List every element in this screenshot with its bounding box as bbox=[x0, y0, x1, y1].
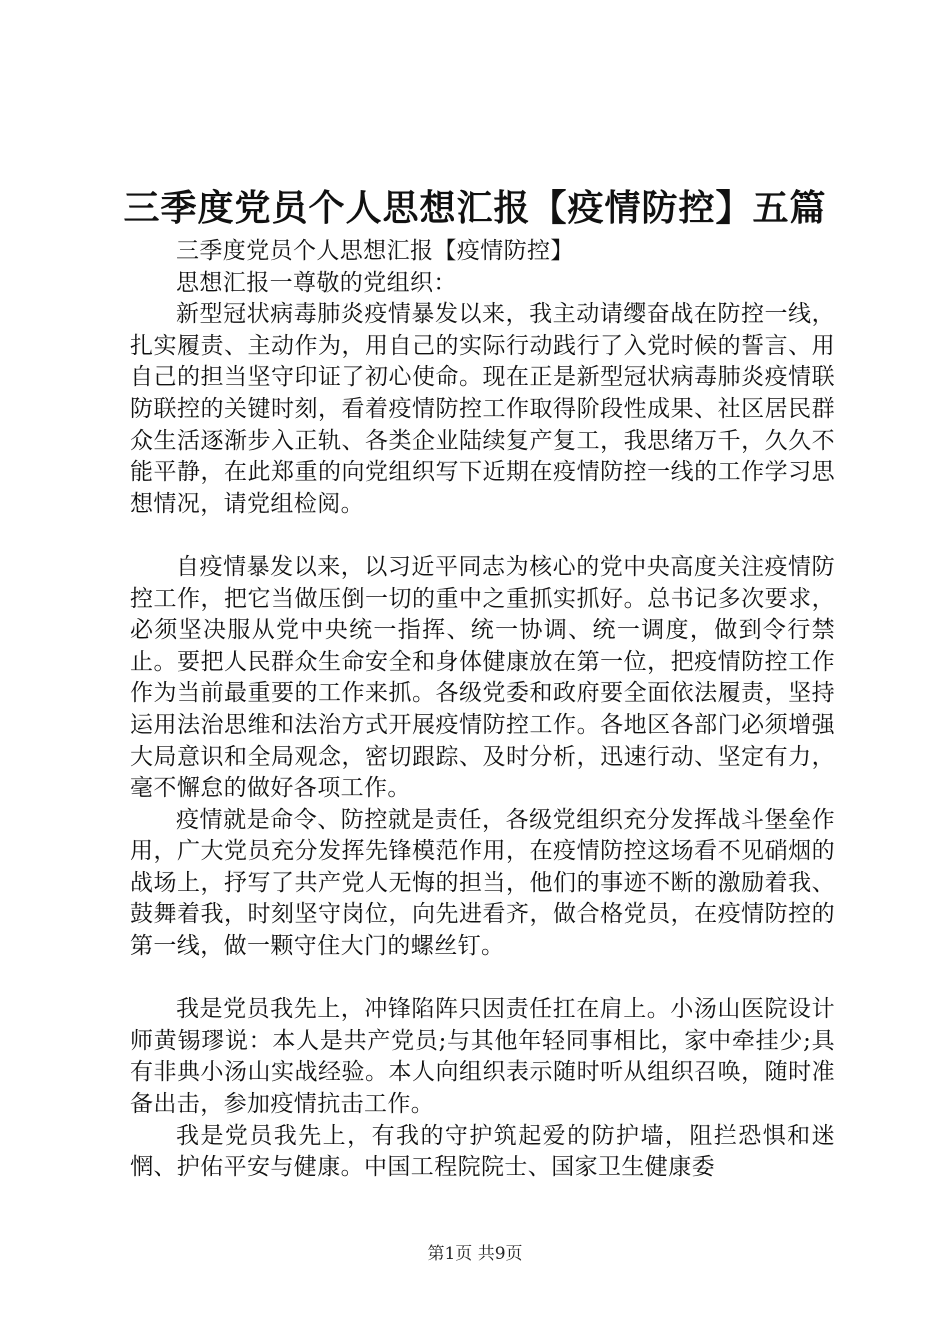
document-body bbox=[130, 236, 835, 1184]
body-paragraph: 我是党员我先上，有我的守护筑起爱的防护墙，阻拦恐惧和迷惘、护佑平安与健康。中国工程院院士、国家卫生健康委 bbox=[130, 1122, 835, 1181]
subtitle-paragraph: 三季度党员个人思想汇报【疫情防控】 bbox=[176, 238, 574, 264]
body-paragraph: 新型冠状病毒肺炎疫情暴发以来，我主动请缨奋战在防控一线，扎实履责、主动作为，用自己的实际行动践行了入党时候的誓言、用自己的担当坚守印证了初心使命。现在正是新型冠状病毒肺炎疫情联防联控的关键时刻，看着疫情防控工作取得阶段性成果、社区居民群众生活逐渐步入正轨、各类企业陆续复产复工，我思绪万千，久久不能平静，在此郑重的向党组织写下近期在疫情防控一线的工作学习思想情况，请党组检阅。 bbox=[130, 301, 835, 517]
body-paragraph: 自疫情暴发以来，以习近平同志为核心的党中央高度关注疫情防控工作，把它当做压倒一切的重中之重抓实抓好。总书记多次要求，必须坚决服从党中央统一指挥、统一协调、统一调度，做到令行禁止。要把人民群众生命安全和身体健康放在第一位，把疫情防控工作作为当前最重要的工作来抓。各级党委和政府要全面依法履责，坚持运用法治思维和法治方式开展疫情防控工作。各地区各部门必须增强大局意识和全局观念，密切跟踪、及时分析，迅速行动、坚定有力，毫不懈怠的做好各项工作。 bbox=[130, 553, 835, 802]
document-title: 三季度党员个人思想汇报【疫情防控】五篇 bbox=[123, 187, 827, 229]
body-paragraph: 我是党员我先上，冲锋陷阵只因责任扛在肩上。小汤山医院设计师黄锡璆说：本人是共产党员;与其他年轻同事相比，家中牵挂少;具有非典小汤山实战经验。本人向组织表示随时听从组织召唤，随时准备出击，参加疫情抗击工作。 bbox=[130, 996, 835, 1118]
salutation-paragraph: 思想汇报一尊敬的党组织： bbox=[176, 269, 457, 296]
body-paragraph: 疫情就是命令、防控就是责任，各级党组织充分发挥战斗堡垒作用，广大党员充分发挥先锋模范作用，在疫情防控这场看不见硝烟的战场上，抒写了共产党人无悔的担当，他们的事迹不断的激励着我、鼓舞着我，时刻坚守岗位，向先进看齐，做合格党员，在疫情防控的第一线，做一颗守住大门的螺丝钉。 bbox=[130, 806, 835, 960]
page-footer: 第1页 共9页 bbox=[427, 1244, 523, 1264]
